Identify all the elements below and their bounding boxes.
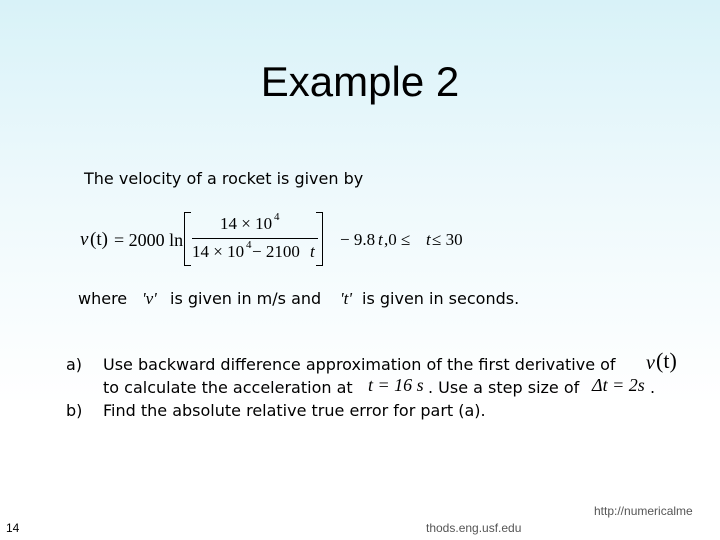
item-b-marker: b) — [66, 401, 83, 420]
intro-text: The velocity of a rocket is given by — [84, 169, 364, 188]
eq-denom-a: 14 × 10 — [192, 242, 245, 261]
slide-title: Example 2 — [260, 58, 460, 105]
footer-url-part2[interactable]: thods.eng.usf.edu — [426, 521, 522, 535]
item-a-step-value: Δt = 2s — [592, 375, 645, 395]
right-bracket — [316, 212, 323, 266]
item-a-time-value: t = 16 s — [368, 375, 424, 395]
eq-lhs-t: (t) — [90, 229, 108, 250]
t-symbol: 't' — [340, 289, 352, 308]
where-mid-text: is given in m/s and — [170, 289, 322, 308]
where-label: where — [78, 289, 128, 308]
eq-equals-ln: = 2000 ln — [114, 230, 184, 250]
where-end-text: is given in seconds. — [362, 289, 520, 308]
item-a-math-v: v — [646, 352, 655, 374]
v-symbol: 'v' — [142, 289, 157, 308]
eq-tail-a: − 9.8 — [340, 230, 376, 249]
footer-url-part1[interactable]: http://numericalme — [594, 504, 693, 518]
left-bracket — [184, 212, 191, 266]
eq-tail-c: ≤ 30 — [432, 230, 463, 249]
page-number: 14 — [6, 521, 20, 535]
eq-tail-b: ,0 ≤ — [384, 230, 411, 249]
eq-numerator: 14 × 10 — [220, 214, 273, 233]
item-a-marker: a) — [66, 355, 83, 374]
eq-denom-t: t — [310, 242, 315, 261]
item-a-line2b: . Use a step size of — [428, 378, 580, 397]
item-a-math-t: (t) — [656, 348, 677, 373]
item-b-line1: Find the absolute relative true error for part (a). — [103, 401, 486, 420]
eq-v: v — [80, 229, 89, 250]
eq-num-exp: 4 — [274, 211, 280, 223]
fraction-bar — [192, 238, 318, 239]
item-a-line1: Use backward difference approximation of the first derivative of — [103, 355, 616, 374]
eq-denom-exp: 4 — [246, 239, 252, 251]
item-a-line2a: to calculate the acceleration at — [103, 378, 353, 397]
item-a-line2-end: . — [650, 378, 656, 397]
eq-denom-b: − 2100 — [252, 242, 300, 261]
eq-tail-t2: t — [426, 230, 431, 249]
velocity-equation — [80, 210, 463, 270]
eq-tail-t: t — [378, 230, 383, 249]
